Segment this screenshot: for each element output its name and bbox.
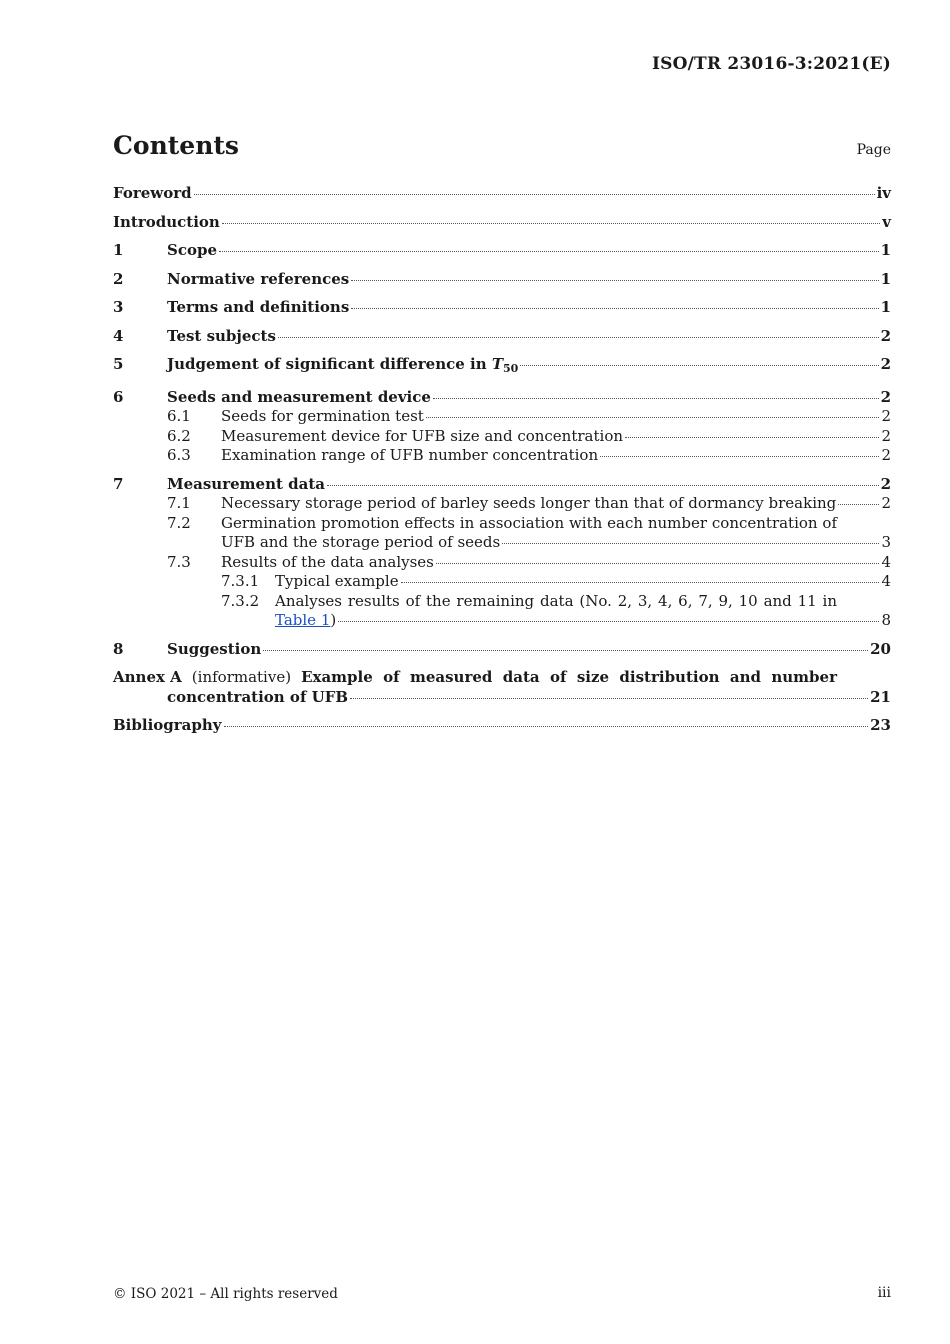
toc-entry-7-3-2[interactable] (113, 592, 891, 631)
toc-page: 20 (870, 639, 891, 658)
toc-label: Terms and definitions (167, 298, 350, 316)
toc-entry-6-3[interactable] (113, 446, 891, 466)
toc-entry-terms-definitions[interactable] (113, 298, 891, 318)
dot-leader (426, 416, 880, 418)
toc-page: 4 (881, 552, 891, 571)
dot-leader (625, 436, 879, 438)
toc-entry-foreword[interactable] (113, 184, 891, 204)
copyright-notice: © ISO 2021 – All rights reserved (113, 1286, 338, 1302)
toc-page: iv (876, 184, 891, 202)
toc-number: 7.3.2 (221, 591, 260, 610)
dot-leader (436, 562, 880, 564)
toc-number: 4 (113, 326, 124, 345)
toc-page: 2 (880, 474, 891, 493)
variable-t: T (491, 355, 504, 373)
toc-label: Examination range of UFB number concentration (221, 446, 599, 464)
toc-label-line1: Germination promotion effects in association with each number concentration of (221, 513, 837, 532)
toc-entry-seeds-device[interactable] (113, 388, 891, 408)
dot-leader (351, 279, 878, 281)
page-title: Contents (113, 131, 240, 160)
toc-label: Measurement device for UFB size and concentration (221, 426, 624, 445)
toc-label: Bibliography (113, 716, 222, 734)
toc-number: 1 (113, 241, 124, 259)
toc-label: Typical example (275, 572, 399, 590)
toc-number: 8 (113, 639, 124, 658)
toc-page: 1 (880, 298, 891, 316)
toc-label: Results of the data analyses (221, 552, 434, 571)
toc-label-line1: Example of measured data of size distribution and number (301, 668, 837, 686)
toc-entry-normative-references[interactable] (113, 270, 891, 290)
toc-page: 4 (881, 572, 891, 590)
toc-label: Test subjects (167, 326, 276, 345)
toc-entry-measurement-data[interactable] (113, 475, 891, 495)
dot-leader (600, 455, 879, 457)
toc-entry-scope[interactable] (113, 241, 891, 261)
document-code: ISO/TR 23016-3:2021(E) (651, 54, 891, 74)
toc-page: 8 (881, 611, 891, 629)
annex-type: (informative) (191, 668, 292, 686)
toc-page: 23 (870, 716, 891, 734)
dot-leader (401, 581, 880, 583)
toc-label-line2: UFB and the storage period of seeds (221, 533, 501, 551)
toc-page: 2 (881, 494, 891, 512)
table-of-contents (113, 184, 891, 736)
toc-page: 2 (881, 426, 891, 445)
toc-entry-bibliography[interactable] (113, 716, 891, 736)
toc-page: 3 (881, 533, 891, 551)
toc-number: 7 (113, 474, 124, 493)
toc-number: 7.1 (167, 494, 191, 512)
dot-leader (338, 620, 879, 622)
dot-leader (520, 364, 878, 366)
page-column-label: Page (856, 142, 891, 158)
toc-page: 1 (880, 269, 891, 288)
toc-entry-6-2[interactable] (113, 427, 891, 447)
dot-leader (327, 484, 879, 486)
toc-number: 6.3 (167, 446, 191, 464)
closing-paren: ) (330, 611, 337, 629)
toc-entry-annex-a[interactable] (113, 668, 891, 707)
toc-page: 2 (881, 446, 891, 464)
toc-number: 5 (113, 355, 124, 373)
dot-leader (838, 503, 879, 505)
table-1-link[interactable]: Table 1 (275, 611, 331, 629)
toc-number: 6.1 (167, 407, 191, 425)
toc-entry-7-1[interactable] (113, 494, 891, 514)
toc-label: Measurement data (167, 474, 325, 493)
variable-subscript: 50 (503, 362, 519, 375)
dot-leader (222, 222, 880, 224)
toc-label (167, 355, 518, 379)
toc-page: 2 (880, 387, 891, 406)
dot-leader (351, 307, 878, 309)
toc-page: 21 (870, 687, 891, 706)
toc-entry-7-3[interactable] (113, 553, 891, 573)
toc-page: 2 (880, 355, 891, 373)
toc-entry-suggestion[interactable] (113, 640, 891, 660)
toc-entry-introduction[interactable] (113, 213, 891, 233)
dot-leader (194, 193, 875, 195)
dot-leader (263, 649, 868, 651)
dot-leader (433, 397, 879, 399)
toc-entry-7-3-1[interactable] (113, 572, 891, 592)
toc-label: Seeds and measurement device (167, 387, 431, 406)
toc-number: 7.3.1 (221, 572, 260, 590)
dot-leader (219, 250, 879, 252)
toc-page: 1 (880, 241, 891, 259)
dot-leader (350, 697, 868, 699)
toc-label-text: Judgement of significant difference in (167, 355, 492, 373)
page-number: iii (877, 1285, 891, 1301)
annex-prefix: Annex A (113, 668, 182, 686)
dot-leader (224, 725, 869, 727)
toc-number: 3 (113, 298, 124, 316)
toc-number: 2 (113, 269, 124, 288)
toc-label: Necessary storage period of barley seeds longer than that of dormancy breaking (221, 494, 837, 512)
dot-leader (502, 542, 879, 544)
toc-entry-6-1[interactable] (113, 407, 891, 427)
toc-entry-7-2[interactable] (113, 514, 891, 553)
toc-label: Scope (167, 241, 218, 259)
toc-label: Normative references (167, 269, 350, 288)
toc-label-line2: concentration of UFB (167, 687, 349, 706)
toc-label: Foreword (113, 184, 192, 202)
toc-entry-judgement[interactable] (113, 355, 891, 379)
toc-label: Suggestion (167, 639, 262, 658)
toc-number: 7.2 (167, 513, 191, 532)
toc-number: 7.3 (167, 552, 191, 571)
toc-number: 6 (113, 387, 124, 406)
toc-label: Seeds for germination test (221, 407, 424, 425)
toc-label: Introduction (113, 212, 220, 231)
toc-number: 6.2 (167, 426, 191, 445)
toc-entry-test-subjects[interactable] (113, 327, 891, 347)
toc-page: 2 (880, 326, 891, 345)
toc-label-line1: Analyses results of the remaining data (No. 2, 3, 4, 6, 7, 9, 10 and 11 in (275, 591, 837, 610)
toc-page: 2 (881, 407, 891, 425)
toc-page: v (882, 212, 891, 231)
dot-leader (278, 336, 879, 338)
